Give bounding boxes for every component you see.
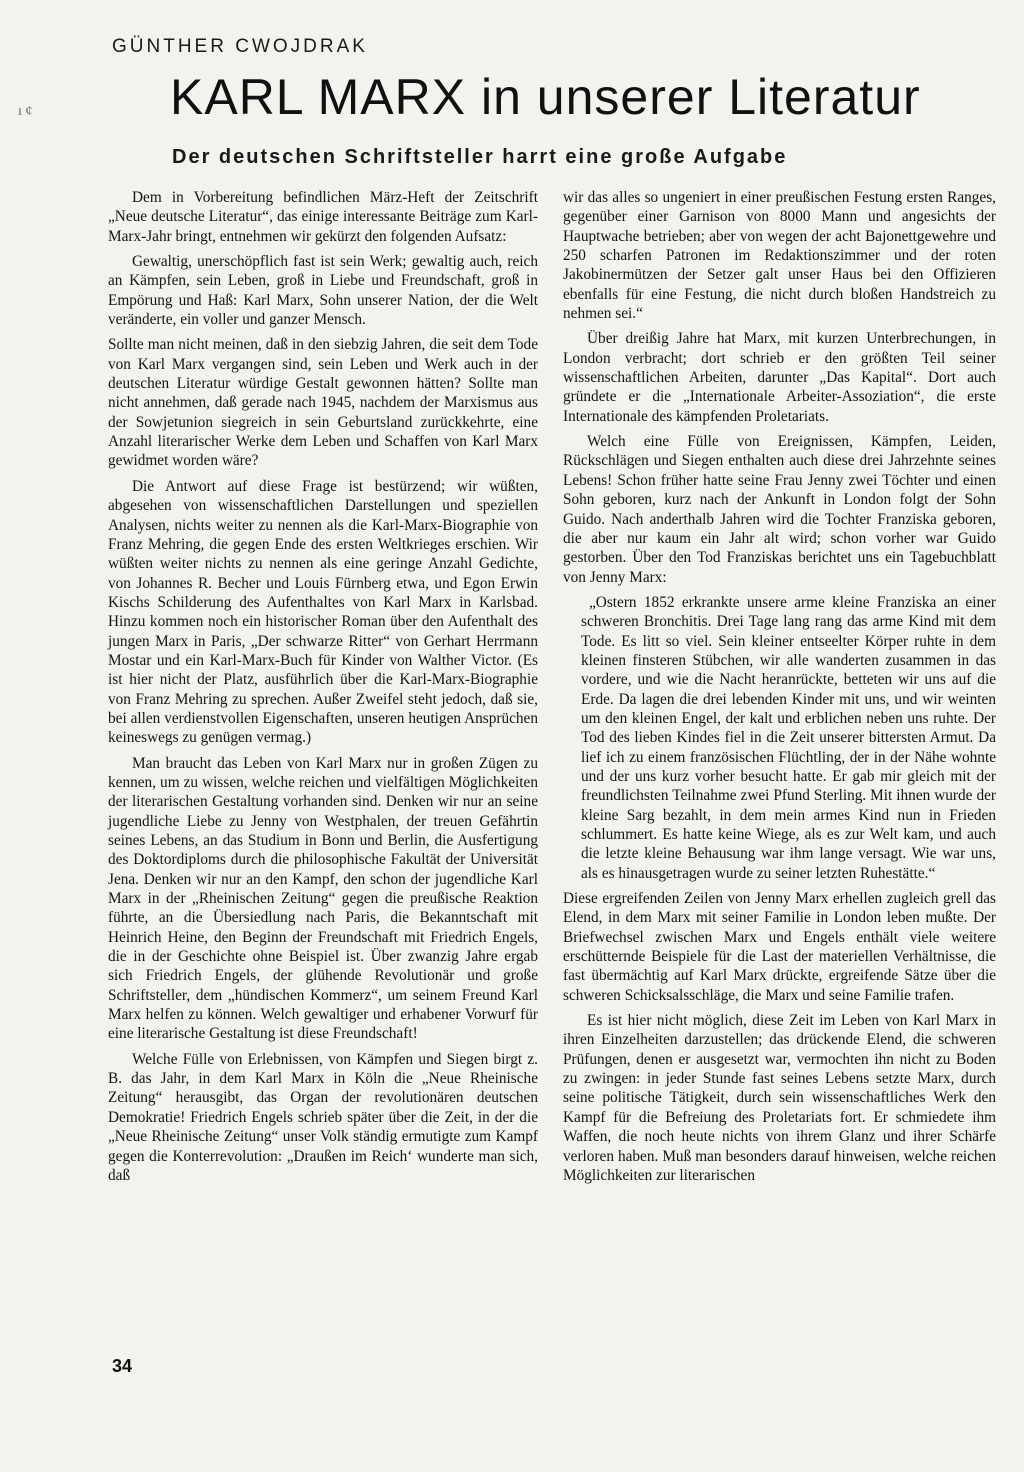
body-paragraph: Es ist hier nicht möglich, diese Zeit im Leben von Karl Marx in ihren Einzelheiten darzustellen; das drückende Elend, die schweren Prüfungen, denen er ausgesetzt war, vermochten ihn nicht zu Boden zu zwingen: in jeder Stunde fast seines Lebens setzte Marx, durch seine politische Tätigkeit, durch sein wissenschaftliches Werk den Kampf für die Befreiung des Proletariats fort. Er schmiedete ihm Waffen, die noch heute nichts von ihrem Glanz und ihrer Schärfe verloren haben. Muß man besonders darauf hinweisen, welche reichen Möglichkeiten zur literarischen — [563, 1012, 996, 1184]
body-paragraph: Diese ergreifenden Zeilen von Jenny Marx erhellen zugleich grell das Elend, in dem Marx mit seiner Familie in London leben mußte. Der Briefwechsel zwischen Marx und Engels enthält viele weitere erschütternde Beispiele für die Last der materiellen Verhältnisse, die fast übermächtig auf Karl Marx drückte, ergreifende Sätze über die schweren Schicksalsschläge, die Marx und seine Familie trafen. — [563, 890, 996, 1004]
body-paragraph: Über dreißig Jahre hat Marx, mit kurzen Unterbrechungen, in London verbracht; dort schrieb er den größten Teil seiner wissenschaftlichen Arbeiten, darunter „Das Kapital“. Dort auch gründete er die „Internationale Arbeiter-Assoziation“, die erste Internationale des kämpfenden Proletariats. — [563, 330, 996, 425]
body-paragraph: Die Antwort auf diese Frage ist bestürzend; wir wüßten, abgesehen von wissenschaftlichen Darstellungen und speziellen Analysen, nichts weiter zu nennen als die Karl-Marx-Biographie von Franz Mehring, die gegen Ende des ersten Weltkrieges erschien. Wir wüßten weiter nichts zu nennen als eine geringe Anzahl Gedichte, von Johannes R. Becher und Louis Fürnberg etwa, und Egon Erwin Kischs Schilderung des Aufenthaltes von Karl Marx in Karlsbad. Hinzu kommen noch ein historischer Roman über den Aufenthalt des jungen Marx in Paris, „Der schwarze Ritter“ von Gerhart Herrmann Mostar und ein Karl-Marx-Buch für Kinder von Walther Victor. (Es ist hier nicht der Platz, ausführlich über die Karl-Marx-Biographie von Franz Mehring zu sprechen. Außer Zweifel steht jedoch, daß sie, bei allen verdienstvollen Eigenschaften, unseren heutigen Ansprüchen keineswegs zu genügen vermag.) — [108, 477, 538, 747]
diary-quote — [581, 593, 996, 883]
article-title: KARL MARX in unserer Literatur — [170, 69, 921, 125]
body-paragraph: Welche Fülle von Erlebnissen, von Kämpfen und Siegen birgt z. B. das Jahr, in dem Karl Marx in Köln die „Neue Rheinische Zeitung“ herausgibt, das Organ der revolutionären deutschen Demokratie! Friedrich Engels schrieb später über die Zeit, in der die „Neue Rheinische Zeitung“ unser Volk ständig ermutigte zum Kampf gegen die Konterrevolution: „Draußen im Reich‘ wunderte man sich, daß — [108, 1050, 538, 1184]
page-number: 34 — [112, 1356, 133, 1376]
body-paragraph: Gewaltig, unerschöpflich fast ist sein Werk; gewaltig auch, reich an Kämpfen, sein Leben, groß in Liebe und Freundschaft, groß in Empörung und Haß: Karl Marx, Sohn unserer Nation, der die Welt veränderte, ein voller und ganzer Mensch. — [108, 253, 538, 329]
intro-paragraph: Dem in Vorbereitung befindlichen März-Heft der Zeitschrift „Neue deutsche Literatur“, das einige interessante Beiträge zum Karl-Marx-Jahr bringt, entnehmen wir gekürzt den folgenden Aufsatz: — [108, 189, 538, 245]
body-paragraph: Sollte man nicht meinen, daß in den siebzig Jahren, die seit dem Tode von Karl Marx vergangen sind, sein Leben und Werk auch in der deutschen Literatur würdige Gestalt gewonnen hätten? Sollte man nicht annehmen, daß gerade nach 1945, nachdem der Marxismus aus der Sowjetunion siegreich in sein Geburtsland zurückkehrte, eine Anzahl literarischer Werke dem Leben und Schaffen von Karl Marx gewidmet worden wäre? — [108, 336, 538, 470]
right-column — [563, 188, 996, 1191]
margin-mark: ı ¢ — [18, 104, 33, 119]
body-paragraph: Welch eine Fülle von Ereignissen, Kämpfen, Leiden, Rückschlägen und Siegen enthalten auch diese drei Jahrzehnte seines Lebens! Schon früher hatte seine Frau Jenny zwei Töchter und einen Sohn geboren, kurz nach der Ankunft in London folgt der Sohn Guido. Nach anderthalb Jahren wird die Tochter Franziska geboren, die aber nur kaum ein Jahr alt wird; schon vorher war Guido gestorben. Über den Tod Franziskas berichtet uns ein Tagebuchblatt von Jenny Marx: — [563, 433, 996, 586]
left-column — [108, 188, 538, 1191]
article-subtitle: Der deutschen Schriftsteller harrt eine große Aufgabe — [172, 146, 788, 168]
quote-text: „Ostern 1852 erkrankte unsere arme kleine Franziska an einer schweren Bronchitis. Drei Tage lang rang das arme Kind mit dem Tode. Es litt so viel. Sein kleiner entseelter Körper ruhte in dem kleinen finsteren Stübchen, wir alle wanderten zusammen in das vordere, und wie die Nacht heranrückte, betteten wir uns auf die Erde. Da lagen die drei lebenden Kinder mit uns, und wir weinten um den kleinen Engel, der kalt und erblichen neben uns ruhte. Der Tod des lieben Kindes fiel in die Zeit unserer bittersten Armut. Da lief ich zu einem französischen Flüchtling, der in der Nähe wohnte und der uns kurz vorher besucht hatte. Er gab mir gleich mit der freundlichsten Teilnahme zwei Pfund Sterling. Mit ihnen wurde der kleine Sarg bezahlt, in dem mein armes Kind nun in Frieden schlummert. Es hatte keine Wiege, als es zur Welt kam, und auch die letzte kleine Behausung war ihm lange versagt. Wie war uns, als es hinausgetragen wurde zu seiner letzten Ruhestätte.“ — [581, 593, 996, 882]
body-paragraph: Man braucht das Leben von Karl Marx nur in großen Zügen zu kennen, um zu wissen, welche reichen und vielfältigen Möglichkeiten der literarischen Gestaltung vorhanden sind. Denken wir nur an seine jugendliche Liebe zu Jenny von Westphalen, der treuen Gefährtin seines Lebens, an das Studium in Bonn und Berlin, die Ausfertigung des Doktordiploms durch die philosophische Fakultät der Universität Jena. Denken wir nur an den Kampf, den schon der jugendliche Karl Marx in der „Rheinischen Zeitung“ gegen die preußische Reaktion führte, an die Übersiedlung nach Paris, die Bekanntschaft mit Heinrich Heine, den Beginn der Freundschaft mit Friedrich Engels, die in der Geschichte ohne Beispiel ist. Über zwanzig Jahre ergab sich Friedrich Engels, der glühende Revolutionär und große Schriftsteller, dem „hündischen Kommerz“, um seinem Freund Karl Marx helfen zu können. Welch gewaltiger und erhabener Vorwurf für eine literarische Gestaltung ist diese Freundschaft! — [108, 754, 538, 1043]
body-paragraph: wir das alles so ungeniert in einer preußischen Festung ersten Ranges, gegenüber einer Garnison von 8000 Mann und angesichts der Hauptwache betrieben; aber von wegen der acht Bajonettgewehre und 250 scharfen Patronen im Redaktionszimmer und der roten Jakobinermützen der Setzer galt unser Haus bei den Offizieren ebenfalls für eine Festung, die nicht durch bloßen Handstreich zu nehmen sei.“ — [563, 189, 996, 323]
author-name: GÜNTHER CWOJDRAK — [112, 36, 368, 57]
